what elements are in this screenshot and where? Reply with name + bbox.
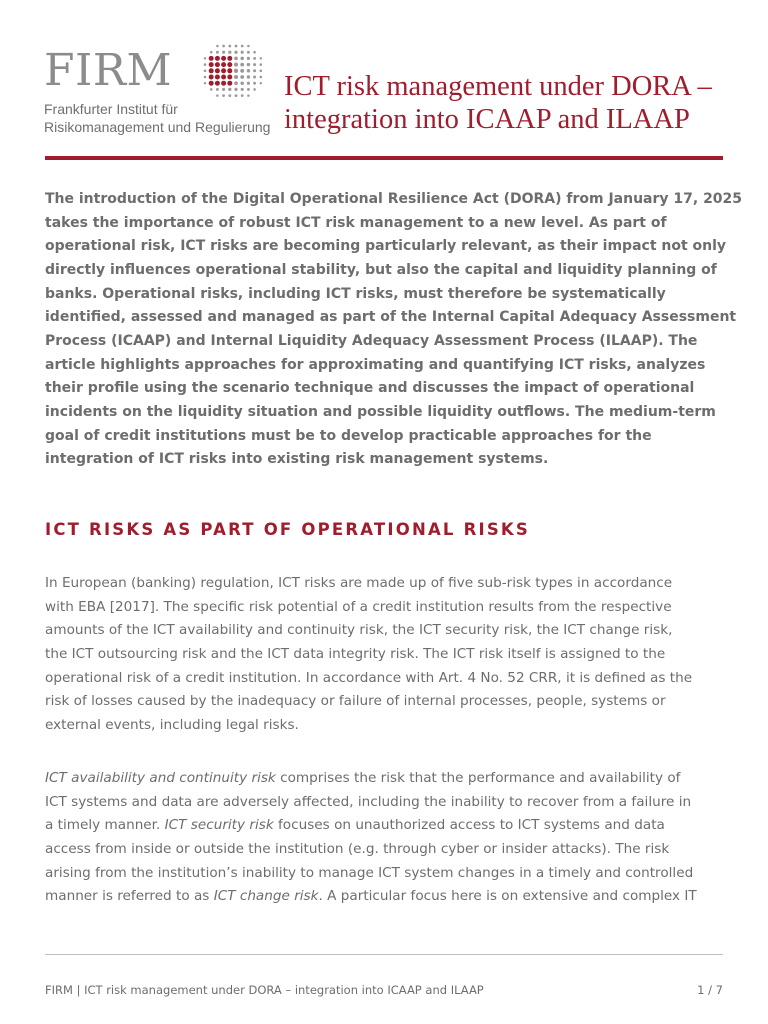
logo-dot bbox=[253, 63, 256, 66]
logo-dot bbox=[221, 81, 226, 86]
paragraph-line: access from inside or outside the institution (e.g. through cyber or insider attacks). The risk bbox=[45, 840, 670, 857]
abstract-line: their profile using the scenario technique and discusses the impact of operational bbox=[45, 380, 695, 397]
paragraph-text: comprises the risk that the performance and availability of bbox=[275, 770, 681, 786]
logo-dot bbox=[221, 68, 226, 73]
logo-dot bbox=[234, 81, 238, 85]
logo-dot bbox=[260, 63, 263, 66]
logo-dot bbox=[228, 88, 231, 91]
paragraph-line bbox=[45, 885, 723, 909]
logo-dot bbox=[240, 57, 244, 61]
logo-dot bbox=[259, 69, 262, 72]
paragraph-line: the ICT outsourcing risk and the ICT data integrity risk. The ICT risk itself is assigned to the bbox=[45, 645, 666, 662]
logo-dot bbox=[247, 57, 250, 60]
abstract-line: Process (ICAAP) and Internal Liquidity Adequacy Assessment Process (ILAAP). The bbox=[45, 332, 698, 349]
logo-dot bbox=[209, 56, 214, 61]
logo-dot bbox=[235, 94, 238, 97]
logo-dot bbox=[215, 75, 220, 80]
abstract-line: The introduction of the Digital Operational Resilience Act (DORA) from January 17, 2025 bbox=[45, 191, 743, 207]
logo-dot bbox=[260, 82, 262, 84]
footer-divider bbox=[45, 954, 723, 955]
body-paragraph-1 bbox=[45, 572, 723, 738]
abstract-line: article highlights approaches for approximating and quantifying ICT risks, analyzes bbox=[45, 356, 706, 373]
logo-dot bbox=[216, 45, 219, 48]
logo-dot bbox=[227, 56, 232, 61]
firm-logo bbox=[44, 42, 271, 138]
document-title bbox=[284, 70, 734, 136]
logo-dot bbox=[240, 75, 244, 79]
paragraph-line: arising from the institution’s inability to manage ICT system changes in a timely and controlled bbox=[45, 864, 694, 881]
body-paragraph-2 bbox=[45, 767, 723, 909]
logo-dot bbox=[260, 57, 262, 59]
logo-dot bbox=[215, 56, 220, 61]
logo-wordmark: FIRM bbox=[44, 45, 173, 96]
logo-dot bbox=[247, 69, 251, 73]
logo-dot bbox=[247, 94, 250, 97]
logo-dot bbox=[253, 51, 256, 54]
abstract-paragraph bbox=[45, 188, 743, 472]
logo-dot bbox=[227, 68, 232, 73]
logo-dot bbox=[222, 51, 225, 54]
logo-dot bbox=[221, 75, 226, 80]
logo-dot bbox=[204, 82, 206, 84]
abstract-line: integration of ICT risks into existing risk management systems. bbox=[45, 451, 549, 468]
paragraph-line: operational risk of a credit institution. In accordance with Art. 4 No. 52 CRR, it is defined as the bbox=[45, 669, 693, 686]
logo-dot bbox=[247, 45, 250, 48]
logo-dot bbox=[240, 69, 244, 73]
paragraph-text: . A particular focus here is on extensive and complex IT bbox=[318, 888, 697, 905]
abstract-line: goal of credit institutions must be to develop practicable approaches for the bbox=[45, 427, 652, 444]
logo-dot bbox=[209, 75, 214, 80]
logo-dot bbox=[253, 82, 256, 85]
logo-dot bbox=[234, 63, 238, 67]
logo-dot bbox=[227, 75, 232, 80]
logo-dot bbox=[253, 88, 256, 91]
abstract-line: directly influences operational stability, but also the capital and liquidity planning of bbox=[45, 261, 717, 278]
logo-subtitle bbox=[44, 100, 270, 136]
abstract-line: incidents on the liquidity situation and possible liquidity outflows. The medium-term bbox=[45, 403, 716, 420]
logo-subtitle-line: Frankfurter Institut für bbox=[44, 101, 178, 117]
logo-dot bbox=[221, 62, 226, 67]
page-number: 1 / 7 bbox=[697, 983, 723, 997]
logo-dot bbox=[234, 88, 237, 91]
logo-dot bbox=[209, 81, 214, 86]
logo-dot bbox=[216, 94, 219, 97]
logo-dot bbox=[216, 51, 219, 54]
logo-dot bbox=[210, 51, 213, 54]
title-line: ICT risk management under DORA – bbox=[284, 71, 712, 102]
abstract-line: takes the importance of robust ICT risk management to a new level. As part of bbox=[45, 214, 667, 231]
logo-dot bbox=[227, 62, 232, 67]
abstract-line: identified, assessed and managed as part of the Internal Capital Adequacy Assessment bbox=[45, 309, 737, 326]
logo-dot bbox=[235, 45, 238, 48]
logo-dot bbox=[241, 45, 244, 48]
logo-dot bbox=[253, 69, 256, 72]
paragraph-text: focuses on unauthorized access to ICT systems and data bbox=[273, 817, 665, 834]
logo-dot bbox=[227, 81, 232, 86]
logo-dot bbox=[247, 82, 250, 85]
logo-dot bbox=[215, 68, 220, 73]
footer-text: FIRM | ICT risk management under DORA – integration into ICAAP and ILAAP bbox=[45, 983, 484, 997]
logo-dot bbox=[209, 62, 214, 67]
title-divider bbox=[45, 156, 723, 160]
paragraph-text: manner is referred to as bbox=[45, 888, 214, 905]
title-line: integration into ICAAP and ILAAP bbox=[284, 104, 690, 135]
paragraph-line bbox=[45, 767, 723, 791]
paragraph-text: a timely manner. bbox=[45, 817, 165, 834]
logo-dot bbox=[241, 94, 244, 97]
logo-dot bbox=[204, 63, 207, 66]
abstract-line: banks. Operational risks, including ICT risks, must therefore be systematically bbox=[45, 285, 666, 302]
logo-dot bbox=[228, 51, 231, 54]
paragraph-line bbox=[45, 814, 723, 838]
logo-dot bbox=[234, 69, 238, 73]
paragraph-line: external events, including legal risks. bbox=[45, 716, 299, 733]
logo-dot bbox=[228, 94, 231, 97]
logo-dot bbox=[241, 51, 244, 54]
logo-dot bbox=[247, 63, 250, 66]
paragraph-line: risk of losses caused by the inadequacy or failure of internal processes, people, systems or bbox=[45, 693, 666, 710]
logo-subtitle-line: Risikomanagement und Regulierung bbox=[44, 119, 271, 135]
logo-dot bbox=[234, 57, 238, 61]
logo-dot bbox=[222, 88, 225, 91]
logo-dot bbox=[221, 56, 226, 61]
logo-dot bbox=[222, 94, 225, 97]
italic-term: ICT security risk bbox=[164, 817, 274, 834]
paragraph-line: In European (banking) regulation, ICT risks are made up of five sub-risk types in accordance bbox=[45, 575, 673, 591]
logo-dot bbox=[204, 57, 206, 59]
logo-dot bbox=[216, 88, 219, 91]
logo-dot bbox=[240, 81, 244, 85]
logo-dot bbox=[247, 75, 250, 78]
logo-dot bbox=[247, 88, 250, 91]
paragraph-line: with EBA [2017]. The specific risk potential of a credit institution results from the respective bbox=[45, 598, 672, 615]
italic-term: ICT change risk bbox=[213, 888, 319, 905]
logo-dot bbox=[241, 88, 244, 91]
logo-dot bbox=[222, 45, 225, 48]
logo-dot bbox=[260, 76, 263, 79]
logo-dot bbox=[253, 57, 256, 60]
logo-dot bbox=[240, 63, 244, 67]
logo-dot bbox=[204, 76, 207, 79]
logo-dot bbox=[210, 88, 213, 91]
logo-dot bbox=[204, 69, 207, 72]
italic-term: ICT availability and continuity risk bbox=[45, 770, 276, 786]
logo-dot bbox=[215, 62, 220, 67]
paragraph-line: ICT systems and data are adversely affected, including the inability to recover from a failure in bbox=[45, 793, 692, 810]
logo-dot bbox=[253, 76, 256, 79]
logo-dot bbox=[234, 51, 237, 54]
paragraph-line: amounts of the ICT availability and continuity risk, the ICT security risk, the ICT change risk, bbox=[45, 622, 673, 639]
abstract-line: operational risk, ICT risks are becoming particularly relevant, as their impact not only bbox=[45, 238, 727, 255]
logo-dot bbox=[209, 68, 214, 73]
logo-dot bbox=[215, 81, 220, 86]
logo-dot bbox=[247, 51, 250, 54]
section-heading: ICT RISKS AS PART OF OPERATIONAL RISKS bbox=[45, 520, 530, 539]
logo-dot bbox=[228, 45, 231, 48]
logo-dot bbox=[234, 75, 238, 79]
